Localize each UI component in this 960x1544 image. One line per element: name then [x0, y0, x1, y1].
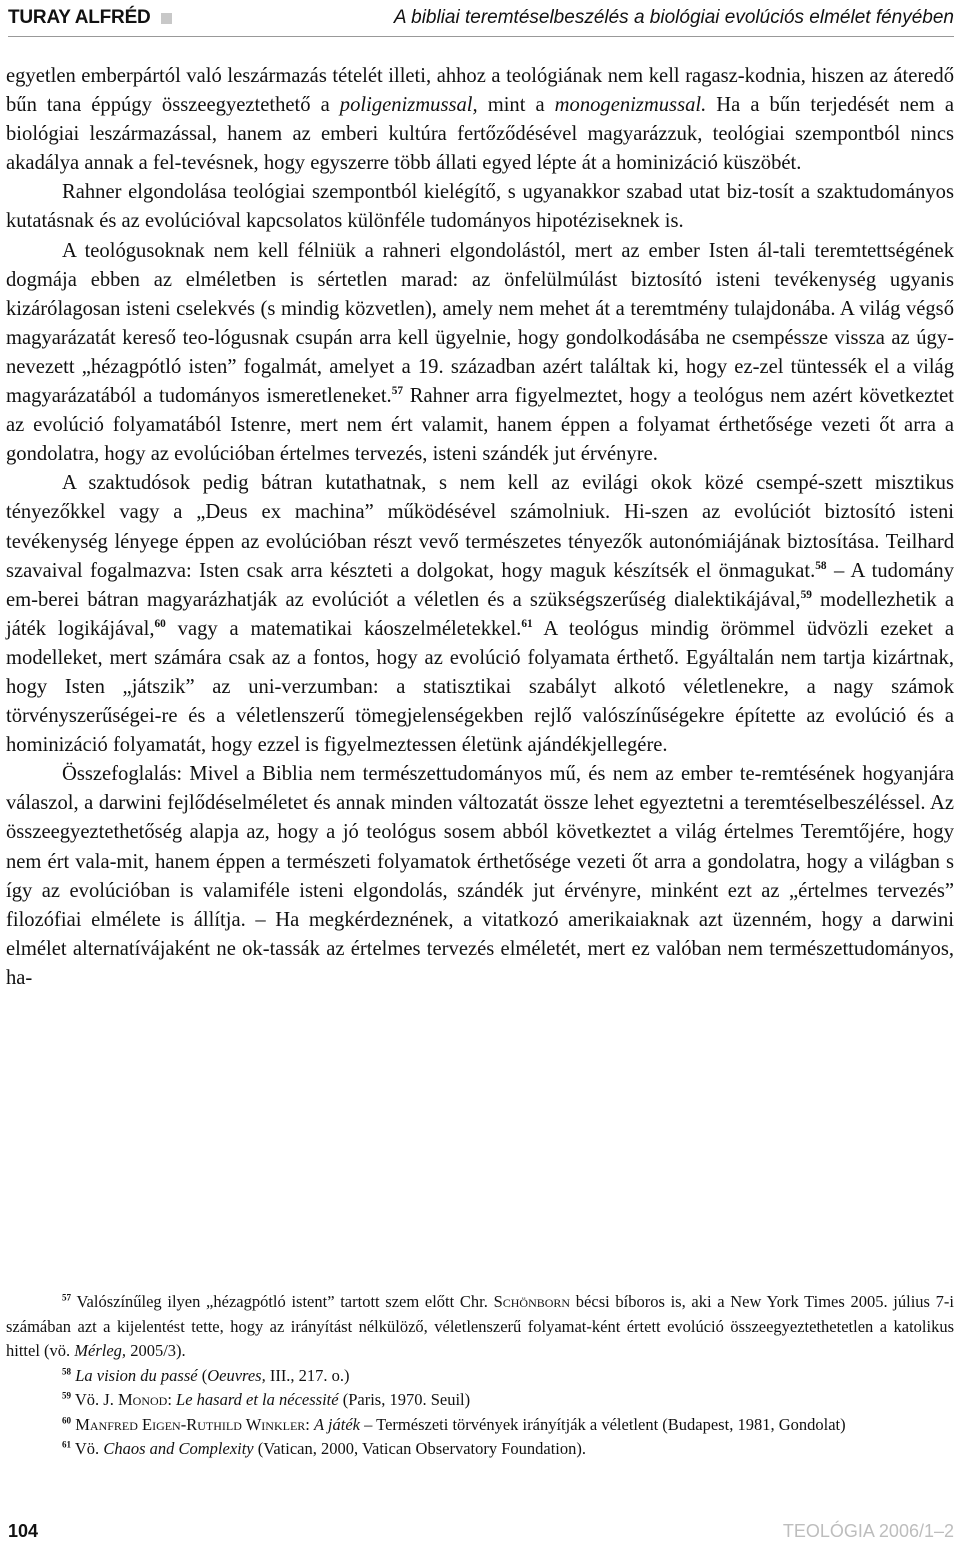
- author-name: Monod: [117, 1390, 168, 1409]
- paragraph-1: [6, 62, 954, 178]
- footnote-number: 57: [62, 1292, 72, 1303]
- footnote-number: 60: [62, 1415, 72, 1425]
- italic-term: poligenizmussal,: [339, 94, 478, 117]
- text-run: Vö.: [71, 1439, 104, 1458]
- author-name: Manfred Eigen-Ruthild Winkler: [75, 1414, 306, 1434]
- italic-title: La vision du passé: [71, 1365, 198, 1385]
- text-run: Ha a bűn terjedését nem a biológiai leszármazással, hanem az emberi kultúra fertőződésével magyarázzuk, teológiai szempontból nincs akadálya annak a fel-tevésnek, hogy egyszerre több állati egyed lépte át a hominizáció küszöbét.: [6, 94, 954, 175]
- running-header-title: A bibliai teremtéselbeszélés a biológiai evolúciós elmélet fényében: [393, 7, 954, 28]
- footnote-58: [6, 1364, 954, 1389]
- footnote-ref-57[interactable]: 57: [391, 385, 404, 398]
- italic-title: Le hasard et la nécessité: [176, 1390, 339, 1409]
- text-run: vagy a matematikai káoszelméletekkel.: [165, 617, 522, 640]
- paragraph-5: Összefoglalás: Mivel a Biblia nem természettudományos mű, és nem az ember te-remtésének hogyanjára válaszol, a darwini fejlődéselméletet és annak minden változatát össze lehet egyeztetni a teremtéselbeszéléssel. Az összeegyeztethetőség alapja az, hogy a jó teológus sosem abból következtet a világ értelmes Teremtőjére, hogy nem ért vala-mit, hanem éppen a természeti folyamatok érthetősége vezeti őt arra a gondolatra, hogy a világban s így az evolúcióban is valamiféle isteni elgondolás, szándék jut érvényre, minként ezt az „értelmes tervezés” filozófiai elmélete is állítja. – Ha megkérdeznének, a vitatkozó amerikaiaknak azt üzenném, hogy a darwini elmélet alternatívájaként ne ok-tassák az értelmes tervezés elméletét, mert ez valóban nem természettudományos, ha-: [6, 763, 954, 989]
- running-header-author: TURAY ALFRÉD: [8, 7, 151, 28]
- text-run: bécsi bíboros is, aki a New York Times 2005. július 7-i számában azt a kijelentést tette, hogy az irányítást nélkülöző, véletlenszerű folyamat-ként értett evolúció összeegyeztethetetlen a katolikus hittel (vö.: [6, 1292, 954, 1360]
- italic-title: Oeuvres,: [207, 1365, 266, 1385]
- text-run: Valószínűleg ilyen „hézagpótló istent” tartott szem előtt Chr.: [71, 1292, 494, 1311]
- text-run: III., 217. o.): [265, 1365, 350, 1385]
- footnote-ref-58[interactable]: 58: [815, 559, 827, 572]
- footnote-61: [6, 1437, 954, 1462]
- italic-title: A játék: [314, 1414, 360, 1434]
- text-run: (: [197, 1365, 208, 1385]
- paragraph-3: [6, 237, 954, 470]
- footnote-ref-61[interactable]: 61: [521, 617, 533, 630]
- italic-term: monogenizmussal.: [554, 94, 707, 117]
- body-text: [6, 62, 954, 993]
- text-run: egyetlen emberpártól való leszármazás tételét illeti, ahhoz a teológiának nem kell ragasz-kodnia, hiszen az áteredő bűn tana éppúgy összeegyeztethető a: [6, 65, 954, 117]
- text-run: :: [167, 1390, 177, 1409]
- footnote-number: 58: [62, 1366, 72, 1376]
- text-run: A teológusoknak nem kell félniük a rahneri elgondolástól, mert az ember Isten ál-tali teremtettségének dogmája ebben az elméletben is sértetlen marad: az önfelülmúlást biztosító isteni tevékenység ugyanis kizárólagosan isteni cselekvés (s mindig közvetlen), amely nem mehet át a teremtmény tulajdonába. A világ végső magyarázatát kereső teo-lógusnak csupán arra kell ügyelnie, hogy gondolkodásába ne csempéssze vissza az úgy-nevezett „hézagpótló isten” fogalmát, amelyet a 19. században azért találtak ki, hogy ez-zel tüntessék el a világ magyarázatából a tudományos ismeretleneket.: [6, 239, 954, 408]
- text-run: (Vatican, 2000, Vatican Observatory Foundation).: [253, 1439, 587, 1458]
- header-rule: [8, 36, 954, 37]
- footnote-60: [6, 1413, 954, 1438]
- footnote-ref-59[interactable]: 59: [800, 588, 812, 601]
- text-run: modellezhetik a játék logikájával,: [6, 588, 955, 640]
- running-header: [8, 4, 954, 32]
- text-run: (Paris, 1970. Seuil): [338, 1390, 471, 1409]
- paragraph-2: Rahner elgondolása teológiai szempontból kielégítő, s ugyanakkor szabad utat biz-tosít a szaktudományos kutatásnak és az evolúcióval kapcsolatos különféle tudományos hipotéziseknek is.: [6, 181, 954, 233]
- text-run: A teológus mindig örömmel üdvözli ezeket a modelleket, mert számára csak az a fontos, hogy az evolúció folyamata érthető. Egyáltalán nem tartja kizártnak, hogy Isten „játszik” az uni-verzumban: a statisztikai szabályt alkotó véletlenekre, a nagy számok törvényszerűségei-re és a véletlenszerű tömegjelenségekben rejlő valószínűségekre építette az evolúció és a hominizáció folyamatát, hogy ezzel is figyelmeztessen életünk ajándékjellegére.: [6, 617, 954, 757]
- text-run: Rahner arra figyelmeztet, hogy a teológus nem azért következtet az evolúció folyamatából Istenre, mert nem ért valamit, hanem éppen a folyamat érthetősége vezeti őt arra a gondolatra, hogy az evolúcióban értelmes tervezés, isteni szándék jut érvényre.: [6, 385, 954, 466]
- italic-title: Chaos and Complexity: [103, 1439, 254, 1458]
- paragraph-4: [6, 469, 954, 760]
- text-run: A szaktudósok pedig bátran kutathatnak, s nem kell az evilági okok közé csempé-szett misztikus tényezőkkel vagy a „Deus ex machina” működésével számolniuk. Hi-szen az evolúciót biztosító isteni tevékenység lényege éppen az evolúcióban részt vevő természetes tényezők autonómiájának biztosítása. Teilhard szavaival fogalmazva: Isten csak arra készteti a dolgokat, hogy maguk készítsék el önmagukat.: [6, 472, 954, 582]
- footnotes: [6, 1290, 954, 1462]
- text-run: – A tudomány em-berei bátran magyarázhatják az evolúciót a véletlen és a szükségszerűség dialektikájával,: [6, 559, 954, 611]
- text-run: Vö. J.: [71, 1390, 118, 1409]
- italic-title: Mérleg,: [74, 1341, 127, 1360]
- journal-issue: TEOLÓGIA 2006/1–2: [782, 1520, 954, 1541]
- footnote-number: 59: [62, 1390, 72, 1401]
- author-name: Schönborn: [493, 1292, 571, 1311]
- footnote-57: [6, 1290, 954, 1364]
- text-run: 2005/3).: [126, 1341, 186, 1360]
- footnote-number: 61: [62, 1439, 72, 1450]
- text-run: :: [305, 1414, 314, 1434]
- text-run: – Természeti törvények irányítják a véletlent (Budapest, 1981, Gondolat): [359, 1414, 846, 1434]
- footnote-ref-60[interactable]: 60: [154, 617, 166, 630]
- text-run: mint a: [477, 94, 555, 117]
- header-square-icon: [161, 13, 172, 24]
- footnote-59: [6, 1388, 954, 1413]
- page-number: 104: [8, 1520, 39, 1541]
- page-footer: [8, 1520, 954, 1542]
